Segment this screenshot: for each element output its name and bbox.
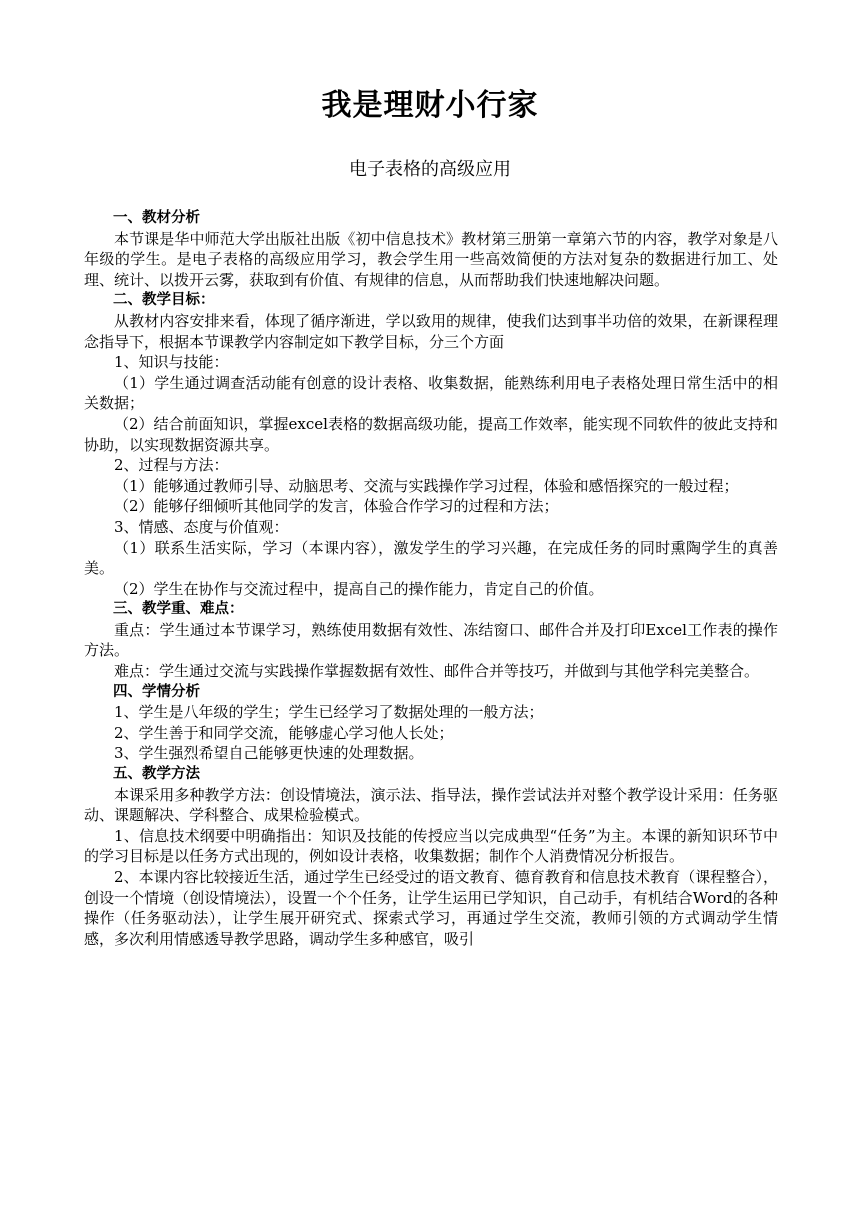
paragraph: 3、学生强烈希望自己能够更快速的处理数据。 [114,744,424,763]
paragraph: （2）学生在协作与交流过程中，提高自己的操作能力，肯定自己的价值。 [114,579,604,598]
section-heading: 二、教学目标： [113,292,215,309]
section-heading: 四、学情分析 [113,683,200,700]
paragraph: 1、信息技术纲要中明确指出：知识及技能的传授应当以完成典型“任务”为主。本课的新知识环节中的学习目标是以任务方式出现的，例如设计表格，收集数据；制作个人消费情况分析报告。 [84,826,778,866]
paragraph: 从教材内容安排来看，体现了循序渐进，学以致用的规律，使我们达到事半功倍的效果，在新课程理念指导下，根据本节课教学内容制定如下教学目标，分三个方面 [84,311,778,351]
paragraph: （1）学生通过调查活动能有创意的设计表格、收集数据，能熟练利用电子表格处理日常生活中的相关数据； [84,373,778,413]
document-body [84,208,778,949]
paragraph: （2）结合前面知识，掌握excel表格的数据高级功能，提高工作效率，能实现不同软件的彼此支持和协助，以实现数据资源共享。 [84,414,778,454]
section-heading: 三、教学重、难点： [113,601,244,618]
document-subtitle: 电子表格的高级应用 [349,159,511,180]
paragraph: 1、知识与技能： [114,353,229,372]
paragraph: （2）能够仔细倾听其他同学的发言，体验合作学习的过程和方法； [114,497,559,516]
paragraph: 难点：学生通过交流与实践操作掌握数据有效性、邮件合并等技巧，并做到与其他学科完美整合。 [114,662,760,681]
paragraph: （1）能够通过教师引导、动脑思考、交流与实践操作学习过程，体验和感悟探究的一般过程； [114,476,739,495]
paragraph: 2、过程与方法： [114,456,229,475]
paragraph: 2、本课内容比较接近生活，通过学生已经受过的语文教育、德育教育和信息技术教育（课程整合），创设一个情境（创设情境法），设置一个个任务，让学生运用已学知识，自己动手，有机结合Word的各种操作（任务驱动法），让学生展开研究式、探索式学习，再通过学生交流，教师引领的方式调动学生情感，多次利用情感透导教学思路，调动学生多种感官，吸引 [84,868,778,948]
document-title: 我是理财小行家 [321,88,539,123]
paragraph: 2、学生善于和同学交流，能够虚心学习他人长处； [114,723,454,742]
paragraph: （1）联系生活实际，学习（本课内容），激发学生的学习兴趣，在完成任务的同时熏陶学生的真善美。 [84,538,778,578]
paragraph: 3、情感、态度与价值观： [114,517,289,536]
section-heading: 五、教学方法 [113,766,200,783]
paragraph: 本课采用多种教学方法：创设情境法，演示法、指导法，操作尝试法并对整个教学设计采用：任务驱动、课题解决、学科整合、成果检验模式。 [84,785,778,825]
paragraph: 1、学生是八年级的学生；学生已经学习了数据处理的一般方法； [114,703,544,722]
paragraph: 本节课是华中师范大学出版社出版《初中信息技术》教材第三册第一章第六节的内容，教学对象是八年级的学生。是电子表格的高级应用学习，教会学生用一些高效简便的方法对复杂的数据进行加工、处理、统计、以拨开云雾，获取到有价值、有规律的信息，从而帮助我们快速地解决问题。 [84,229,778,289]
paragraph: 重点：学生通过本节课学习，熟练使用数据有效性、冻结窗口、邮件合并及打印Excel工作表的操作方法。 [84,620,778,660]
section-heading: 一、教材分析 [113,210,200,226]
